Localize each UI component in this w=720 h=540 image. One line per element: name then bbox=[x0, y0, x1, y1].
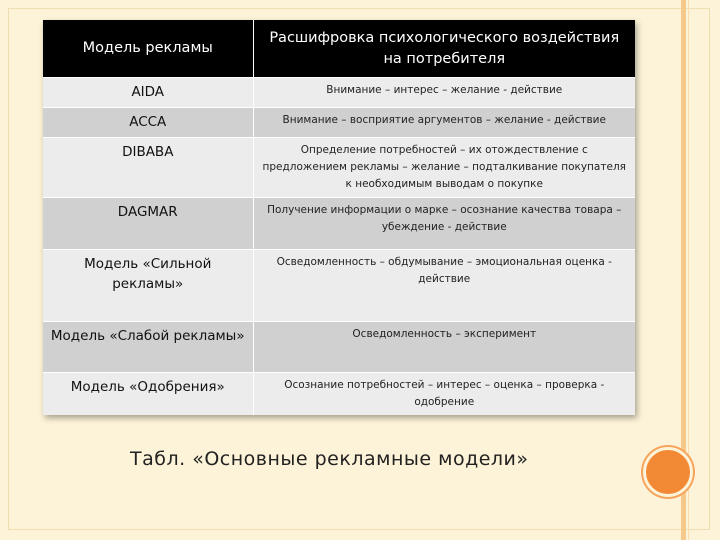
model-cell: Модель «Одобрения» bbox=[43, 373, 253, 416]
table-row bbox=[43, 108, 635, 138]
advertising-models-table bbox=[43, 20, 635, 415]
model-cell: Модель «Слабой рекламы» bbox=[43, 322, 253, 373]
model-cell: ACCA bbox=[43, 108, 253, 138]
table-row bbox=[43, 373, 635, 416]
table-row bbox=[43, 78, 635, 108]
description-cell: Осведомленность – эксперимент bbox=[253, 322, 635, 373]
table-row bbox=[43, 322, 635, 373]
description-cell: Внимание – восприятие аргументов – желание - действие bbox=[253, 108, 635, 138]
description-cell: Получение информации о марке – осознание качества товара – убеждение - действие bbox=[253, 198, 635, 250]
description-cell: Осознание потребностей – интерес – оценка – проверка - одобрение bbox=[253, 373, 635, 416]
model-cell: AIDA bbox=[43, 78, 253, 108]
table-header-row bbox=[43, 20, 635, 78]
header-model: Модель рекламы bbox=[43, 20, 253, 78]
table-row bbox=[43, 250, 635, 322]
table-caption: Табл. «Основные рекламные модели» bbox=[130, 448, 529, 470]
model-cell: DAGMAR bbox=[43, 198, 253, 250]
model-cell: Модель «Сильной рекламы» bbox=[43, 250, 253, 322]
decorative-orange-circle bbox=[643, 447, 693, 497]
header-description: Расшифровка психологического воздействия на потребителя bbox=[253, 20, 635, 78]
model-cell: DIBABA bbox=[43, 138, 253, 198]
table-row bbox=[43, 138, 635, 198]
description-cell: Осведомленность – обдумывание – эмоциональная оценка - действие bbox=[253, 250, 635, 322]
table-row bbox=[43, 198, 635, 250]
description-cell: Определение потребностей – их отождествление с предложением рекламы – желание – подталкивание покупателя к необходимым выводам о покупке bbox=[253, 138, 635, 198]
description-cell: Внимание – интерес – желание - действие bbox=[253, 78, 635, 108]
